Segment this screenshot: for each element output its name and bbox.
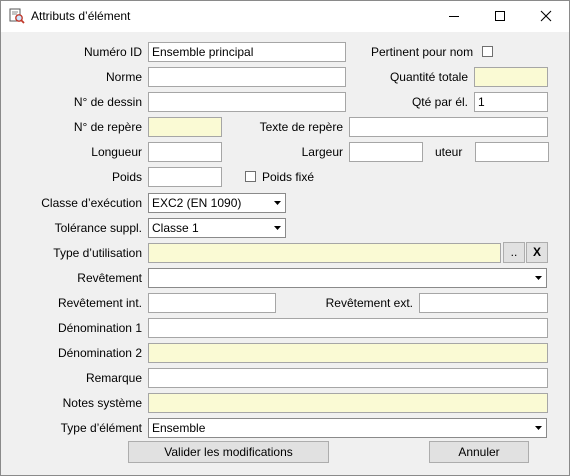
revetement-int-input[interactable] [148,293,276,313]
poids-label: Poids [111,170,142,184]
n-dessin-input[interactable] [148,92,346,112]
window-title: Attributs d’élément [31,9,131,23]
revetement-int-label: Revêtement int. [57,296,142,310]
classe-execution-label: Classe d’exécution [41,196,142,210]
revetement-select[interactable] [148,268,547,288]
n-dessin-label: N° de dessin [73,95,142,109]
qte-par-el-label: Qté par él. [411,95,468,109]
chevron-down-icon[interactable] [269,219,285,237]
validate-button[interactable]: Valider les modifications [128,441,329,463]
remarque-label: Remarque [85,371,142,385]
revetement-ext-input[interactable] [419,293,548,313]
pertinent-nom-label: Pertinent pour nom [371,45,474,59]
notes-systeme-label: Notes système [62,396,142,410]
classe-execution-select[interactable] [148,193,286,213]
type-element-label: Type d’élément [60,421,142,435]
minimize-button[interactable] [431,1,477,31]
revetement-ext-label: Revêtement ext. [325,296,413,310]
poids-fixe-checkbox[interactable] [245,171,256,182]
tolerance-suppl-select[interactable] [148,218,286,238]
denomination1-label: Dénomination 1 [57,321,142,335]
hauteur-label: uteur [435,145,463,159]
numero-id-label: Numéro ID [83,45,142,59]
clear-button[interactable]: X [526,242,548,263]
type-utilisation-label: Type d’utilisation [53,246,142,260]
largeur-label: Largeur [301,145,343,159]
poids-fixe-label: Poids fixé [262,170,315,184]
chevron-down-icon[interactable] [269,194,285,212]
title-bar[interactable] [1,1,569,32]
cancel-button[interactable]: Annuler [429,441,529,463]
chevron-down-icon[interactable] [530,419,546,437]
remarque-input[interactable] [148,368,548,388]
revetement-label: Revêtement [77,271,142,285]
tolerance-suppl-label: Tolérance suppl. [54,221,142,235]
denomination2-label: Dénomination 2 [57,346,142,360]
pertinent-nom-checkbox[interactable] [482,46,493,57]
qte-par-el-input[interactable]: 1 [474,92,548,112]
longueur-input[interactable] [148,142,222,162]
quantite-totale-input[interactable] [474,67,548,87]
denomination2-input[interactable] [148,343,548,363]
maximize-button[interactable] [477,1,523,31]
n-repere-label: N° de repère [73,120,142,134]
type-element-value: Ensemble [152,421,206,435]
browse-button[interactable]: .. [503,242,525,263]
classe-execution-value: EXC2 (EN 1090) [152,196,242,210]
norme-label: Norme [105,70,142,84]
poids-input[interactable] [148,167,222,187]
denomination1-input[interactable] [148,318,548,338]
type-element-select[interactable] [148,418,547,438]
largeur-input[interactable] [349,142,423,162]
longueur-label: Longueur [91,145,142,159]
app-search-icon [9,8,25,24]
chevron-down-icon[interactable] [530,269,546,287]
numero-id-input[interactable]: Ensemble principal [148,42,346,62]
texte-repere-input[interactable] [349,117,548,137]
hauteur-input[interactable] [475,142,549,162]
type-utilisation-input[interactable] [148,243,501,263]
tolerance-suppl-value: Classe 1 [152,221,199,235]
norme-input[interactable] [148,67,346,87]
n-repere-input[interactable] [148,117,222,137]
close-button[interactable] [523,1,569,31]
notes-systeme-input[interactable] [148,393,548,413]
texte-repere-label: Texte de repère [259,120,343,134]
quantite-totale-label: Quantité totale [389,70,468,84]
